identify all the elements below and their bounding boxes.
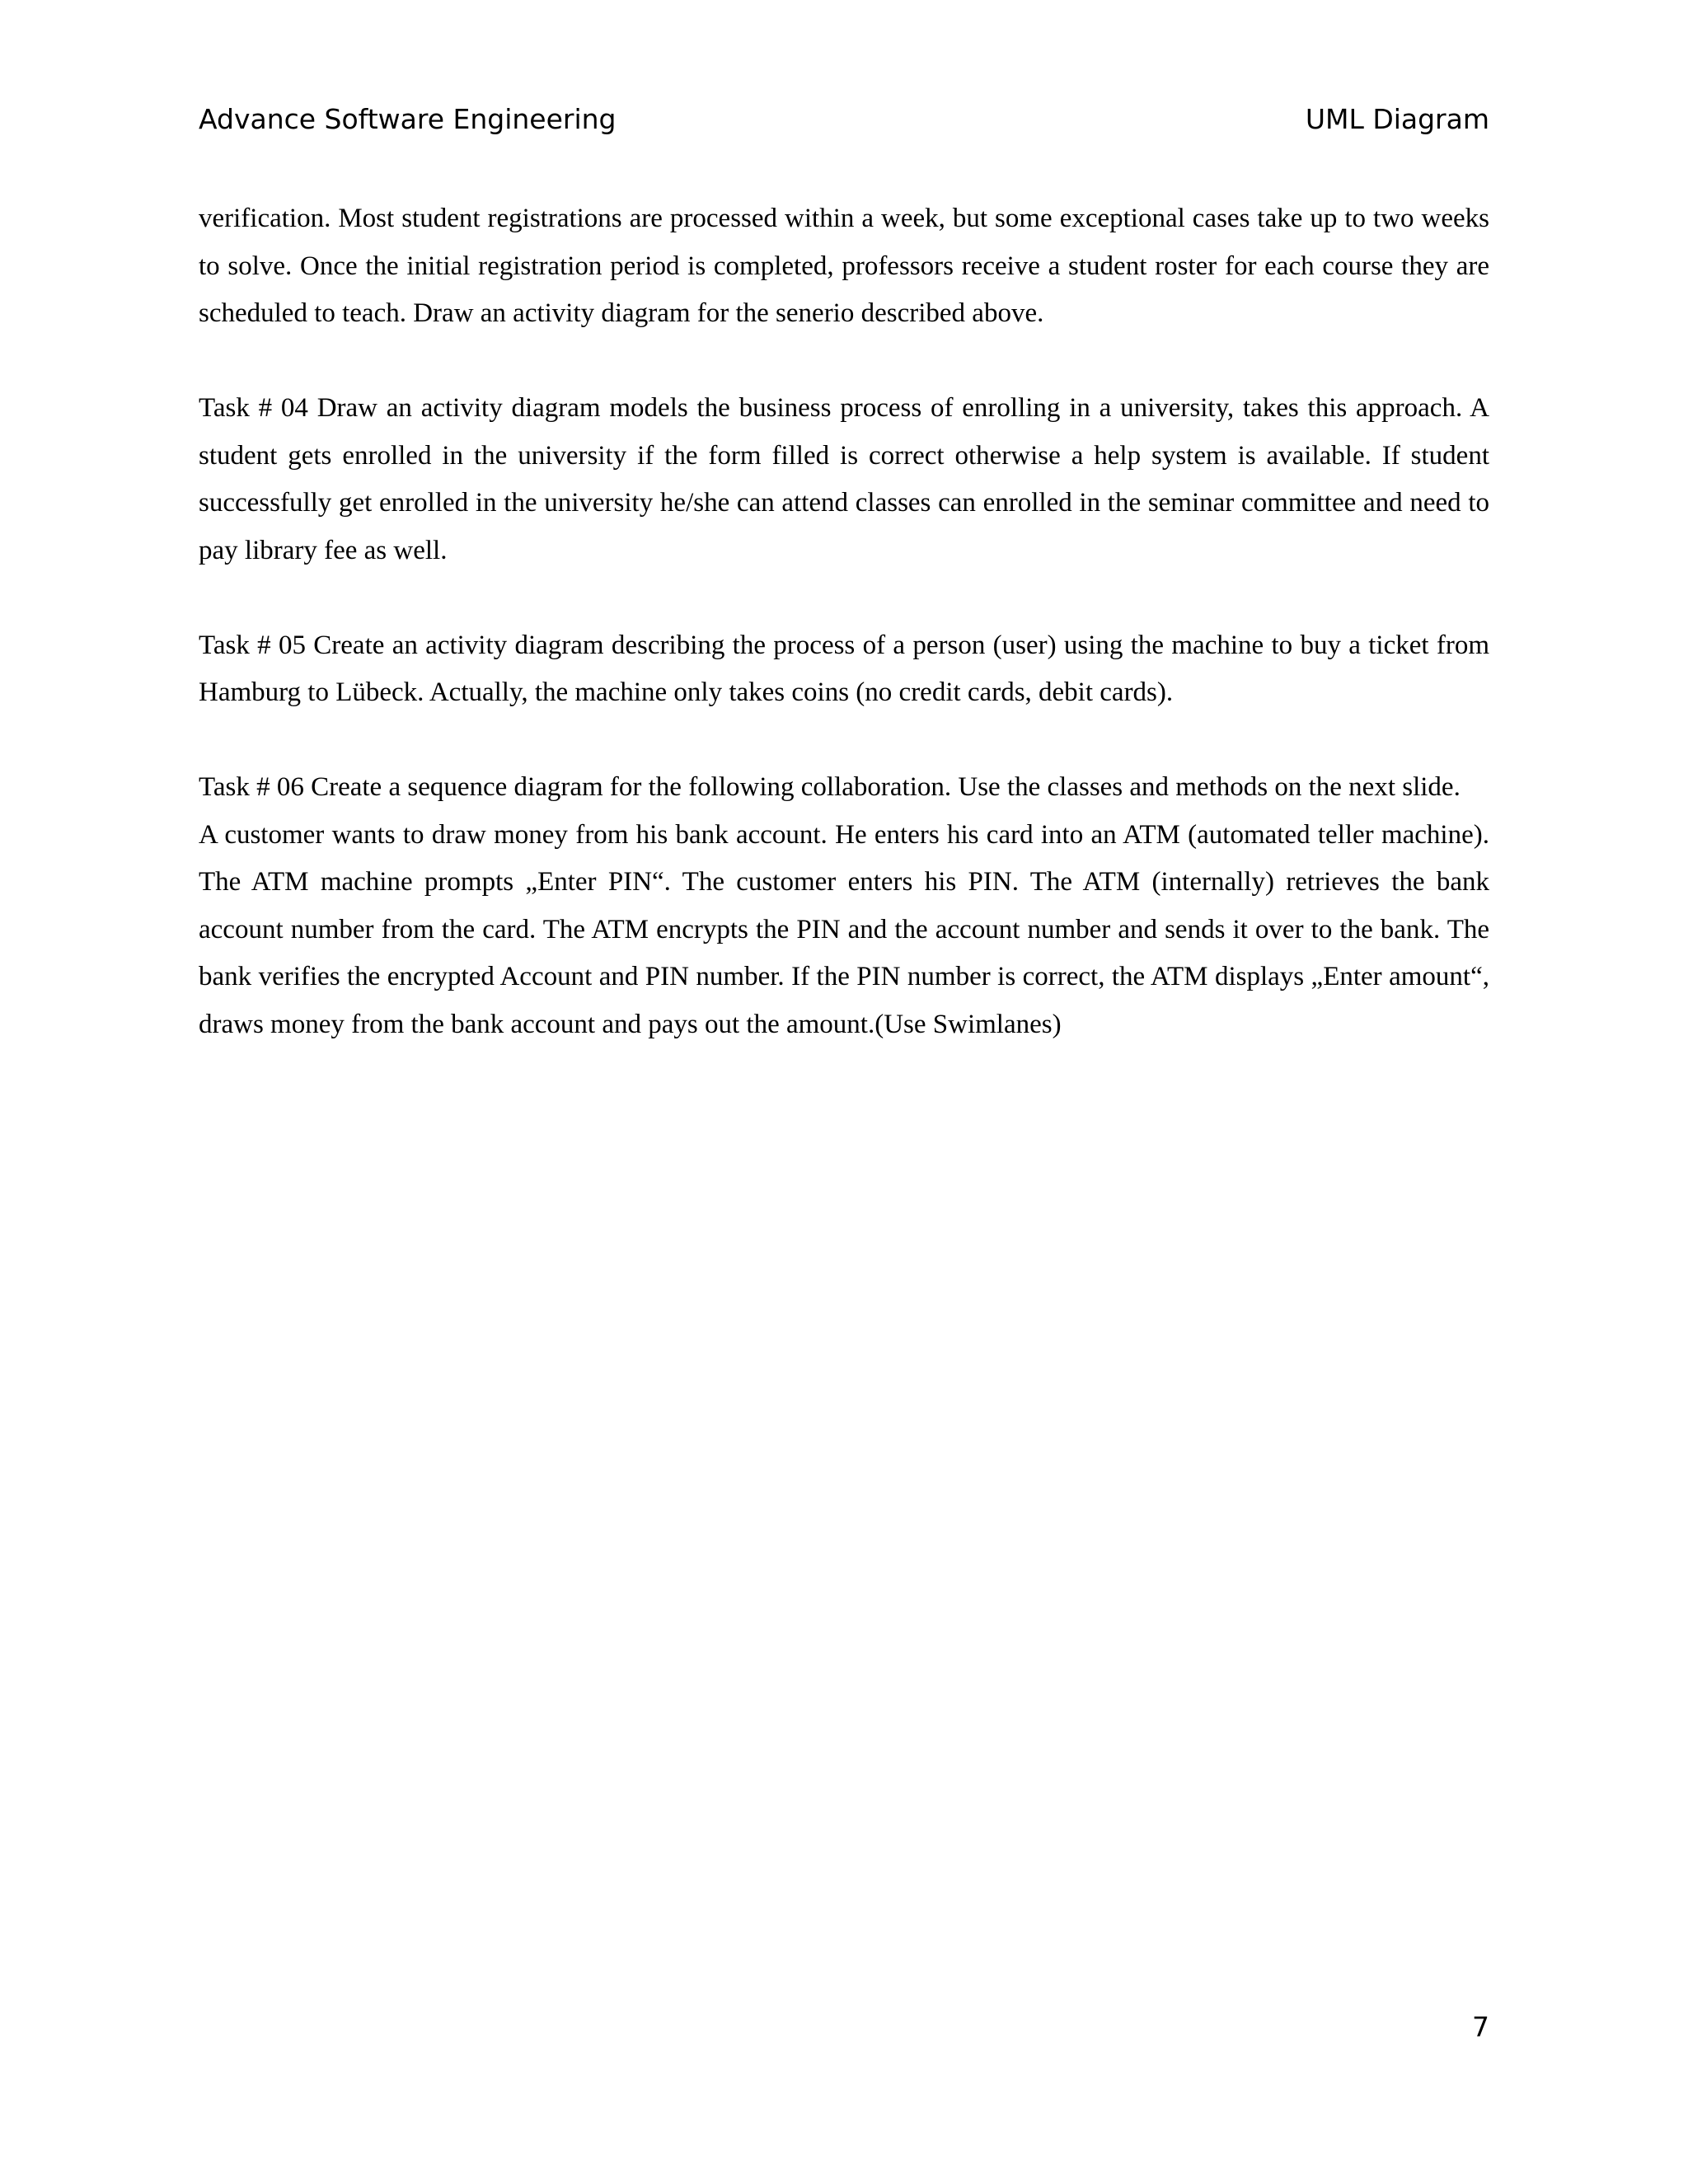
paragraph-task-05: Task # 05 Create an activity diagram describing the process of a person (user) using the machine to buy a ticket from Hamburg to Lübeck. Actually, the machine only takes coins (no credit cards, debit cards).: [199, 630, 1489, 707]
paragraph-task-06-intro: Task # 06 Create a sequence diagram for the following collaboration. Use the classes and methods on the next slide.: [199, 772, 1461, 802]
paragraph-task-04: Task # 04 Draw an activity diagram models the business process of enrolling in a university, takes this approach. A student gets enrolled in the university if the form filled is correct otherwise a help system is available. If student successfully get enrolled in the university he/she can attend classes can enrolled in the seminar committee and need to pay library fee as well.: [199, 393, 1489, 565]
document-body: [199, 195, 1489, 1096]
page-header: [199, 99, 1489, 140]
paragraph-task-06-scenario: A customer wants to draw money from his bank account. He enters his card into an ATM (automated teller machine). The ATM machine prompts „Enter PIN“. The customer enters his PIN. The ATM (internally) retrieves the bank account number from the card. The ATM encrypts the PIN and the account number and sends it over to the bank. The bank verifies the encrypted Account and PIN number. If the PIN number is correct, the ATM displays „Enter amount“, draws money from the bank account and pays out the amount.(Use Swimlanes): [199, 819, 1489, 1039]
header-topic-title: UML Diagram: [1305, 103, 1489, 135]
paragraph-registration-continuation: verification. Most student registrations are processed within a week, but some exceptional cases take up to two weeks to solve. Once the initial registration period is completed, professors receive a student roster for each course they are scheduled to teach. Draw an activity diagram for the senerio described above.: [199, 204, 1489, 328]
page-number: 7: [1472, 2011, 1489, 2043]
header-course-title: Advance Software Engineering: [199, 103, 617, 135]
